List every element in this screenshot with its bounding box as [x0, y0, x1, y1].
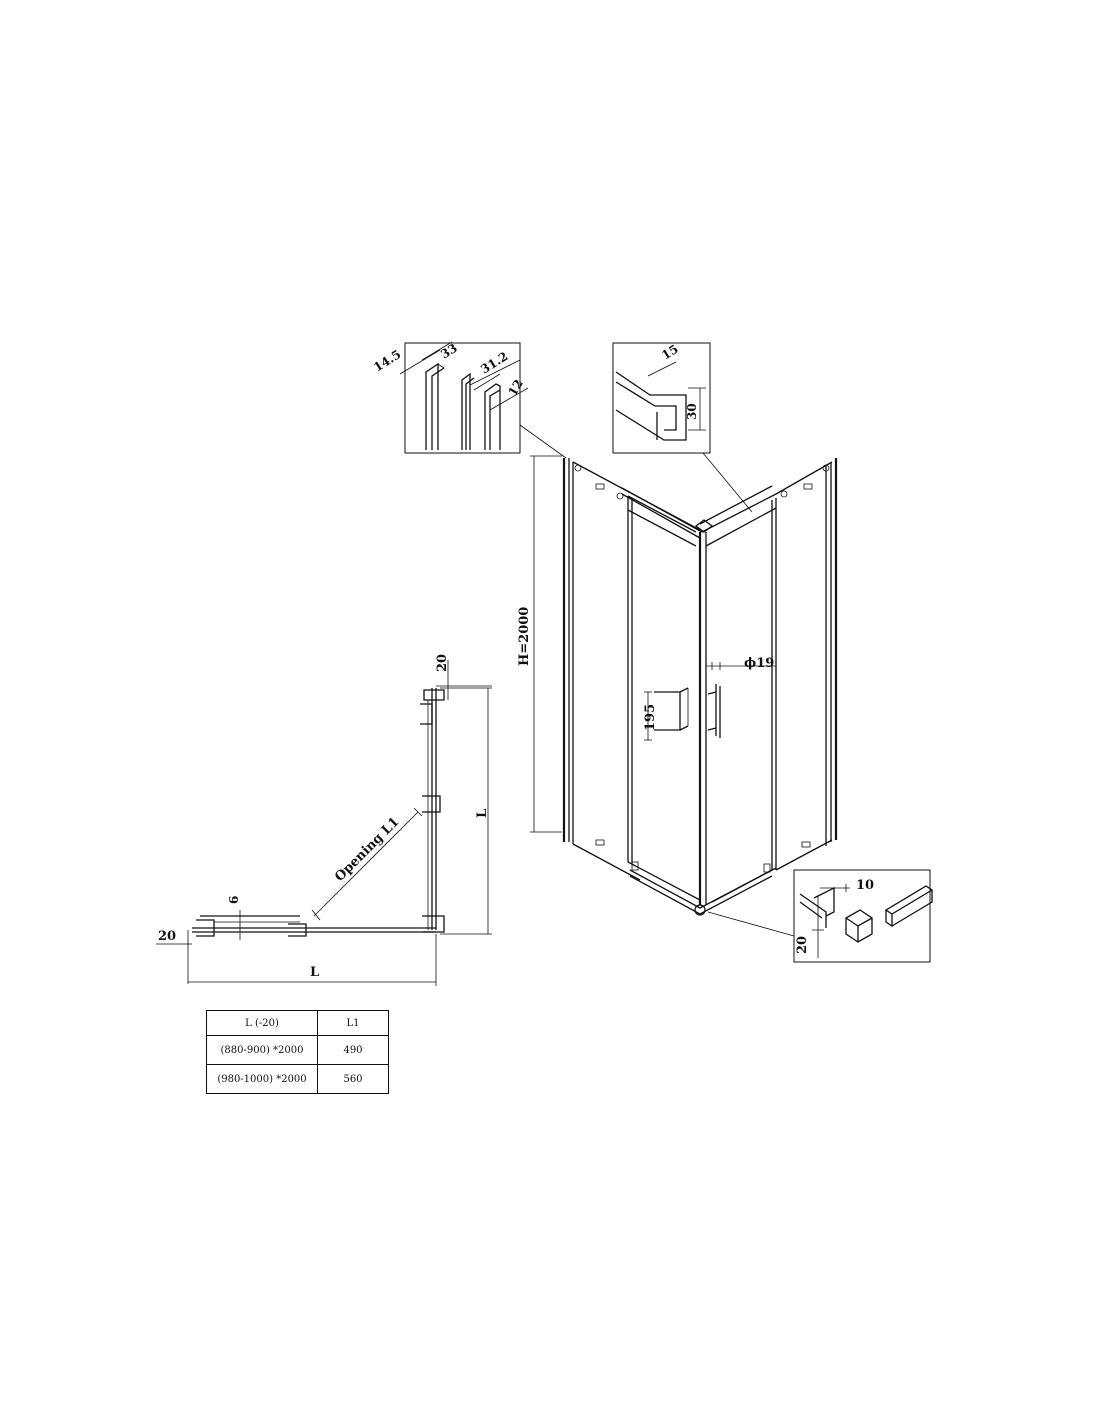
height-label: H=2000	[517, 606, 532, 666]
dim-10-label: 10	[856, 878, 875, 893]
left-gap-label: 20	[158, 929, 177, 944]
dim-31-2-label: 31.2	[478, 349, 511, 377]
detail-bottom-box	[794, 870, 932, 962]
table-cell: (980-1000) *2000	[207, 1065, 318, 1094]
dim-14-5-label: 14.5	[371, 347, 404, 375]
dim-12-label: 12	[505, 377, 526, 399]
top-gap-label: 20	[435, 653, 450, 672]
table-row	[207, 1036, 389, 1065]
table-cell: (880-900) *2000	[207, 1036, 318, 1065]
table-header-cell: L1	[318, 1011, 389, 1036]
dim-33-label: 33	[438, 340, 460, 362]
enclosure-isometric	[517, 456, 836, 936]
bottom-l-label: L	[310, 965, 320, 980]
dim-15-label: 15	[659, 341, 681, 363]
size-table	[206, 1010, 389, 1094]
table-cell: 490	[318, 1036, 389, 1065]
dim-30-label: 30	[685, 403, 699, 420]
side-l-label: L	[475, 808, 490, 818]
dim-20-label: 20	[795, 935, 810, 954]
opening-label: Opening L1	[332, 814, 403, 885]
detail-top-rail-box	[613, 342, 752, 512]
offset-6-label: 6	[227, 895, 241, 904]
table-row	[207, 1065, 389, 1094]
plan-view	[156, 654, 492, 986]
table-header-row	[207, 1011, 389, 1036]
detail-profile-box	[371, 341, 566, 458]
table-cell: 560	[318, 1065, 389, 1094]
handle-diameter-label: ϕ19	[744, 656, 775, 671]
handle-length-label: 195	[643, 703, 658, 731]
table-header-cell: L (-20)	[207, 1011, 318, 1036]
